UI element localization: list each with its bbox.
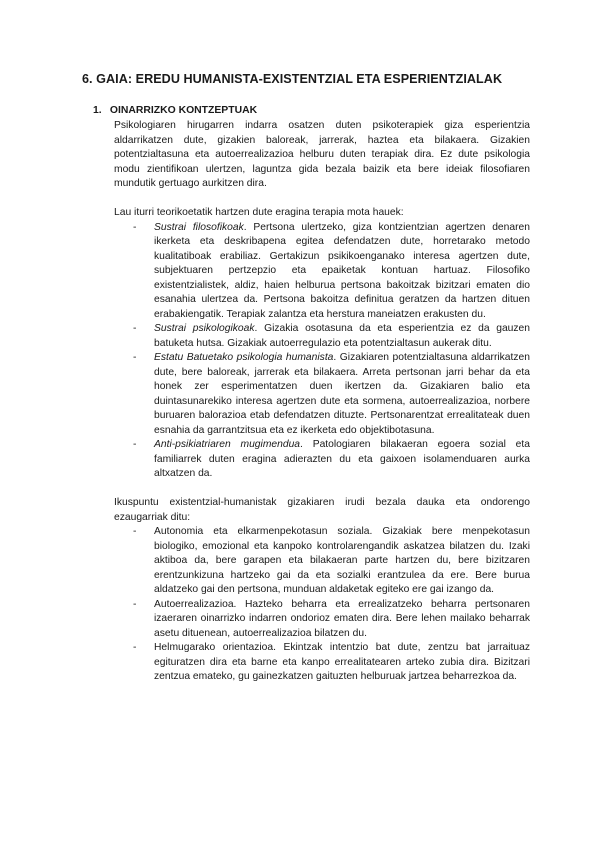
paragraph-spacer	[114, 482, 530, 497]
root-text: . Gizakia osotasuna da eta esperientzia ez da gauzen batuketa hutsa. Gizakiak autoerregulazio eta potentzialtasun aukerak ditu.	[154, 323, 531, 349]
root-term: Sustrai psikologikoak	[154, 323, 255, 334]
root-text: . Gizakiaren potentzialtasuna aldarrikatzen dute, bere baloreak, jarrerak eta bilakaera. Arreta pertsonan jarri behar da eta honek zer esperimentatzen duen ikertzen da. Gizakiaren balio eta duintasunarekiko interesa agertzen dute eta sormena, autoerrealizazioa, norbere buruaren balorazioa etab defendatzen dituzte. Pertsonarentzat errealitateak duen esnahia da garrantzitsua eta ez ikerketa edo objektibotasuna.	[154, 352, 530, 436]
root-term: Anti-psikiatriaren mugimendua	[154, 439, 301, 450]
view-intro-paragraph: Ikuspuntu existentzial-humanistak gizakiaren irudi bezala dauka eta ondorengo ezaugarriak ditu:	[114, 497, 530, 523]
roots-list	[114, 221, 530, 482]
list-item: - Helmugarako orientazioa. Ekintzak intentzio bat dute, zentzu bat jarraituaz egituratzen dira eta barne eta kanpo errealitatearen arteko zubia dira. Bizitzari zentzua emateko, gu gainezkatzen gaituzten helburuak jartzea beharrezkoa da.	[154, 641, 530, 685]
section-basic-concepts	[93, 105, 543, 685]
list-item: - Autoerrealizazioa. Hazteko beharra eta errealizatzeko beharra pertsonaren izaeraren oinarrizko indarren ondorioz ematen dira. Bere lehen mailako beharrak asetu dituenean, autoerrealizazioa bilatzen du.	[154, 598, 530, 642]
list-item	[154, 221, 530, 323]
section-heading	[93, 105, 543, 116]
roots-intro-paragraph: Lau iturri teorikoetatik hartzen dute eragina terapia mota hauek:	[114, 207, 404, 218]
root-term: Sustrai filosofikoak	[154, 221, 244, 233]
list-item	[154, 438, 530, 482]
document-title: 6. GAIA: EREDU HUMANISTA-EXISTENTZIAL ETA ESPERIENTZIALAK	[82, 72, 503, 86]
section-body	[114, 119, 530, 685]
features-list	[114, 525, 530, 685]
section-number: 1.	[93, 105, 102, 116]
section-heading-text: OINARRIZKO KONTZEPTUAK	[109, 105, 258, 116]
root-term: Estatu Batuetako psikologia humanista	[154, 352, 334, 363]
paragraph-spacer	[114, 192, 530, 207]
list-item: - Autonomia eta elkarmenpekotasun soziala. Gizakiak bere menpekotasun biologiko, emozional eta kanpoko kontrolarengandik askatzea bilatzen du. Izaki aktiboa da, bere garapen eta bilakaeran parte hartzen du, bere bizitzaren erentzunkizuna hartzeko gai da eta sozialki erantzulea da ere. Bere burua aldatzeko gai den pertsona, munduan aldaketak egiteko ere gai izango da.	[154, 525, 530, 598]
list-item	[154, 351, 530, 438]
root-text: . Patologiaren bilakaeran egoera sozial eta familiarrek duten eragina adierazten du eta gaixoen isolamenduaren aurka altxatzen da.	[154, 439, 530, 479]
intro-paragraph: Psikologiaren hirugarren indarra osatzen duten psikoterapiek giza esperientzia aldarrikatzen dute, gizakien baloreak, jarrerak, haztea eta bilakaera. Gizakien potentzialtasuna eta autoerrealizazioa helburu duten terapiak dira. Ez dute psikologia modu zientifikoan ulertzen, laguntza gida bezala baizik eta bere ideiak filosofiaren mundutik gertuago aurkitzen dira.	[114, 120, 530, 189]
list-item	[154, 322, 530, 351]
root-text: . Pertsona ulertzeko, giza kontzientzian agertzen denaren ikerketa eta deskribapena egitea defendatzen dute, horretarako metodo kualitatiboak erabiliaz. Gertakizun psikikoenganako interesa agertzen dute, subjektuaren pertzepzio eta epaiketak kontuan hartuaz. Filosofiko existentzialistek, aldiz, haien helburua pertsona bakoitzak bizitzari ematen dio esanahia ulertzea da. Pertsona bakoitza definitua geratzen da hartzen dituen erabakiengatik. Terapiak zalantza eta herstura maneiatzen erakusten du.	[154, 221, 530, 320]
